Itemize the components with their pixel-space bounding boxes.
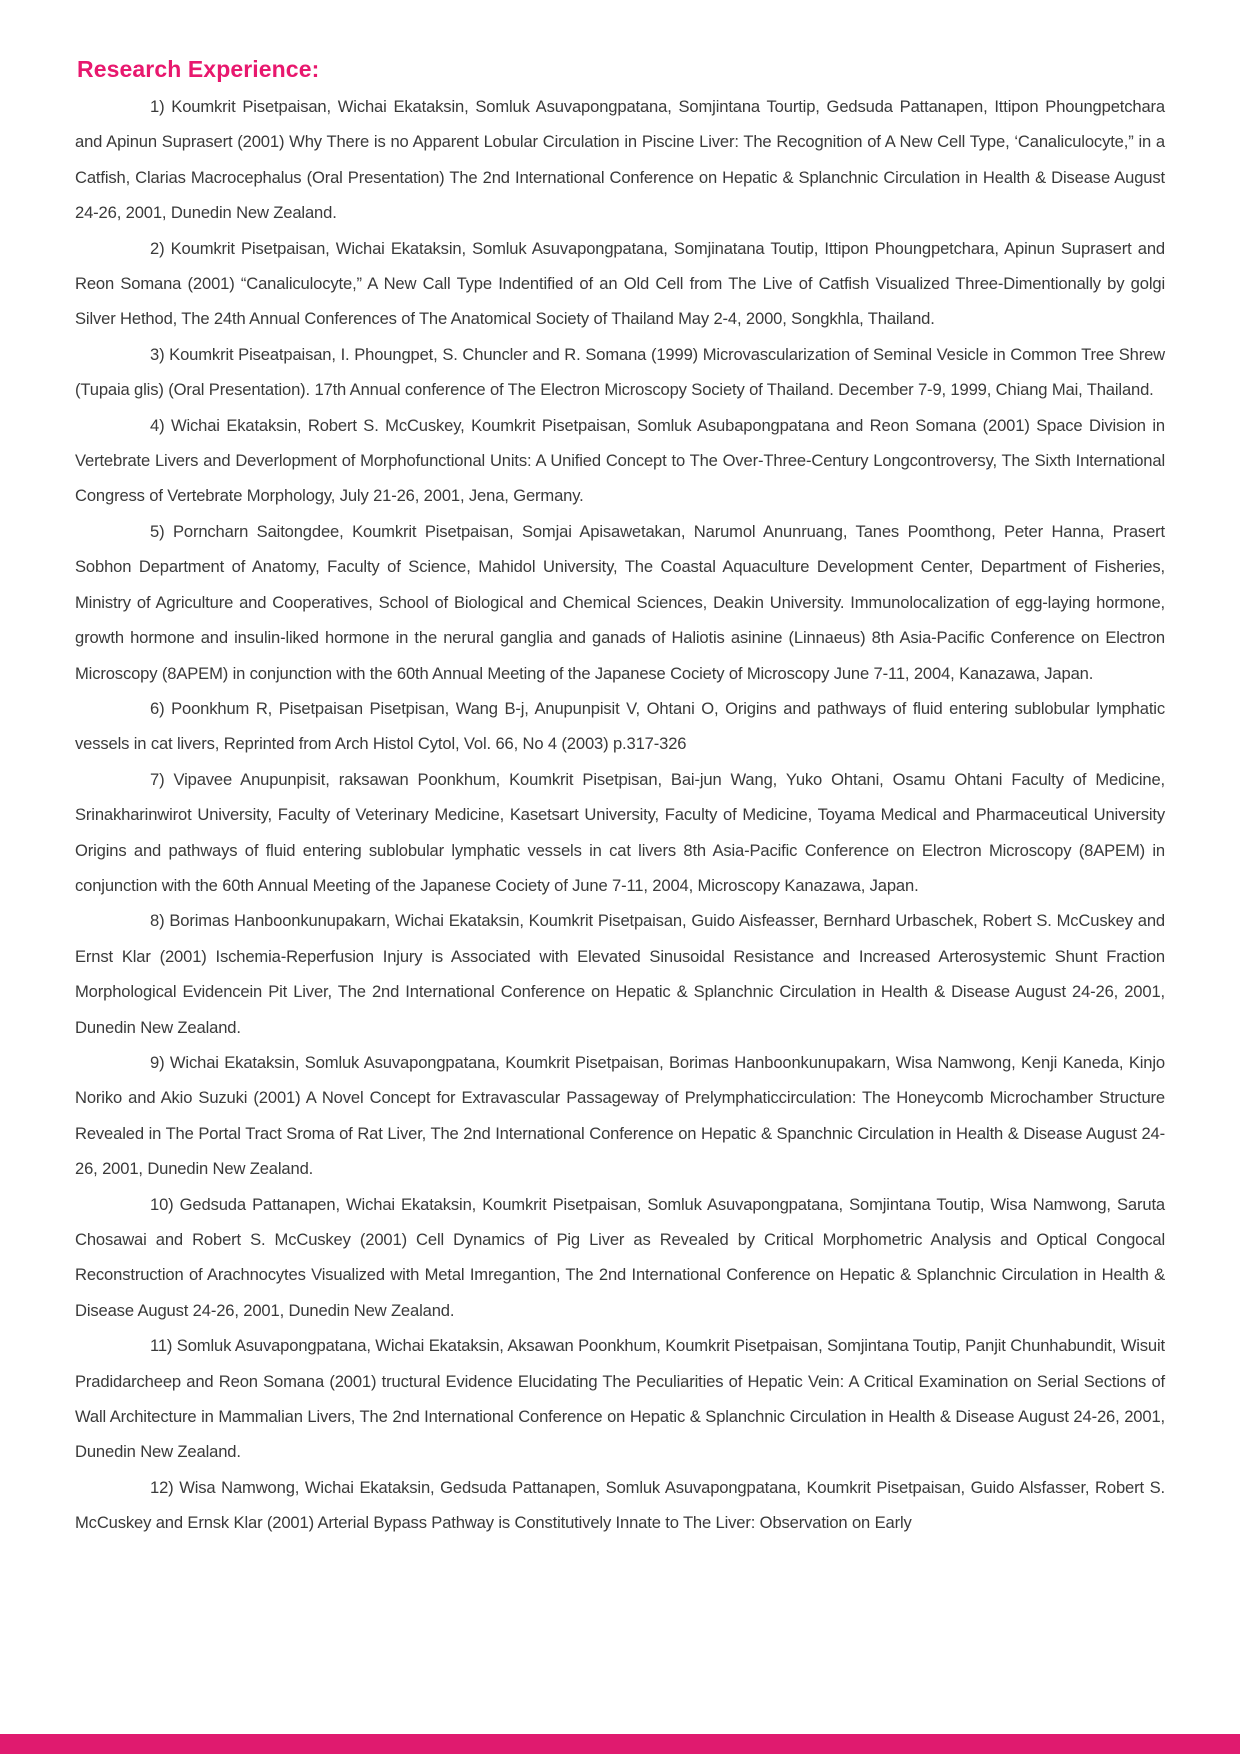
research-entry: 10) Gedsuda Pattanapen, Wichai Ekataksin, Koumkrit Pisetpaisan, Somluk Asuvapongpatana, Somjintana Toutip, Wisa Namwong, Saruta Chosawai and Robert S. McCuskey (2001) Cell Dynamics of Pig Liver as Revealed by Critical Morphometric Analysis and Optical Congocal Reconstruction of Arachnocytes Visualized with Metal Imregantion, The 2nd International Conference on Hepatic & Splanchnic Circulation in Health & Disease August 24-26, 2001, Dunedin New Zealand. — [75, 1194, 1165, 1320]
research-entry: 9) Wichai Ekataksin, Somluk Asuvapongpatana, Koumkrit Pisetpaisan, Borimas Hanboonkunupakarn, Wisa Namwong, Kenji Kaneda, Kinjo Noriko and Akio Suzuki (2001) A Novel Concept for Extravascular Passageway of Prelymphaticcirculation: The Honeycomb Microchamber Structure Revealed in The Portal Tract Sroma of Rat Liver, The 2nd International Conference on Hepatic & Spanchnic Circulation in Health & Disease August 24-26, 2001, Dunedin New Zealand. — [75, 1052, 1165, 1179]
research-entry: 6) Poonkhum R, Pisetpaisan Pisetpisan, Wang B-j, Anupunpisit V, Ohtani O, Origins and pathways of fluid entering sublobular lymphatic vessels in cat livers, Reprinted from Arch Histol Cytol, Vol. 66, No 4 (2003) p.317-326 — [75, 698, 1165, 754]
research-entry: 1) Koumkrit Pisetpaisan, Wichai Ekataksin, Somluk Asuvapongpatana, Somjintana Tourtip, Gedsuda Pattanapen, Ittipon Phoungpetchara and Apinun Suprasert (2001) Why There is no Apparent Lobular Circulation in Piscine Liver: The Recognition of A New Cell Type, ‘Canaliculocyte,” in a Catfish, Clarias Macrocephalus (Oral Presentation) The 2nd International Conference on Hepatic & Splanchnic Circulation in Health & Disease August 24-26, 2001, Dunedin New Zealand. — [75, 97, 1165, 223]
section-heading: Research Experience: — [77, 56, 320, 82]
research-entry: 12) Wisa Namwong, Wichai Ekataksin, Gedsuda Pattanapen, Somluk Asuvapongpatana, Koumkrit Pisetpaisan, Guido Alsfasser, Robert S. McCuskey and Ernsk Klar (2001) Arterial Bypass Pathway is Constitutively Innate to The Liver: Observation on Early — [75, 1477, 1165, 1533]
research-entry: 7) Vipavee Anupunpisit, raksawan Poonkhum, Koumkrit Pisetpisan, Bai-jun Wang, Yuko Ohtani, Osamu Ohtani Faculty of Medicine, Srinakharinwirot University, Faculty of Veterinary Medicine, Kasetsart University, Faculty of Medicine, Toyama Medical and Pharmaceutical University Origins and pathways of fluid entering sublobular lymphatic vessels in cat livers 8th Asia-Pacific Conference on Electron Microscopy (8APEM) in conjunction with the 60th Annual Meeting of the Japanese Cociety of June 7-11, 2004, Microscopy Kanazawa, Japan. — [75, 769, 1165, 895]
research-entry: 8) Borimas Hanboonkunupakarn, Wichai Ekataksin, Koumkrit Pisetpaisan, Guido Aisfeasser, Bernhard Urbaschek, Robert S. McCuskey and Ernst Klar (2001) Ischemia-Reperfusion Injury is Associated with Elevated Sinusoidal Resistance and Increased Arterosystemic Shunt Fraction Morphological Evidencein Pit Liver, The 2nd International Conference on Hepatic & Splanchnic Circulation in Health & Disease August 24-26, 2001, Dunedin New Zealand. — [75, 911, 1165, 1037]
research-entry: 11) Somluk Asuvapongpatana, Wichai Ekataksin, Aksawan Poonkhum, Koumkrit Pisetpaisan, Somjintana Toutip, Panjit Chunhabundit, Wisuit Pradidarcheep and Reon Somana (2001) tructural Evidence Elucidating The Peculiarities of Hepatic Vein: A Critical Examination on Serial Sections of Wall Architecture in Mammalian Livers, The 2nd International Conference on Hepatic & Splanchnic Circulation in Health & Disease August 24-26, 2001, Dunedin New Zealand. — [75, 1336, 1165, 1462]
research-entry: 5) Porncharn Saitongdee, Koumkrit Pisetpaisan, Somjai Apisawetakan, Narumol Anunruang, Tanes Poomthong, Peter Hanna, Prasert Sobhon Department of Anatomy, Faculty of Science, Mahidol University, The Coastal Aquaculture Development Center, Department of Fisheries, Ministry of Agriculture and Cooperatives, School of Biological and Chemical Sciences, Deakin University. Immunolocalization of egg-laying hormone, growth hormone and insulin-liked hormone in the nerural ganglia and ganads of Haliotis asinine (Linnaeus) 8th Asia-Pacific Conference on Electron Microscopy (8APEM) in conjunction with the 60th Annual Meeting of the Japanese Cociety of Microscopy June 7-11, 2004, Kanazawa, Japan. — [75, 521, 1165, 683]
research-entry-list — [75, 89, 1165, 1541]
research-entry: 3) Koumkrit Piseatpaisan, I. Phoungpet, S. Chuncler and R. Somana (1999) Microvascularization of Seminal Vesicle in Common Tree Shrew (Tupaia glis) (Oral Presentation). 17th Annual conference of The Electron Microscopy Society of Thailand. December 7-9, 1999, Chiang Mai, Thailand. — [75, 344, 1165, 400]
research-entry: 2) Koumkrit Pisetpaisan, Wichai Ekataksin, Somluk Asuvapongpatana, Somjinatana Toutip, Ittipon Phoungpetchara, Apinun Suprasert and Reon Somana (2001) “Canaliculocyte,” A New Call Type Indentified of an Old Cell from The Live of Catfish Visualized Three-Dimentionally by golgi Silver Hethod, The 24th Annual Conferences of The Anatomical Society of Thailand May 2-4, 2000, Songkhla, Thailand. — [75, 238, 1165, 329]
research-entry: 4) Wichai Ekataksin, Robert S. McCuskey, Koumkrit Pisetpaisan, Somluk Asubapongpatana and Reon Somana (2001) Space Division in Vertebrate Livers and Deverlopment of Morphofunctional Units: A Unified Concept to The Over-Three-Century Longcontroversy, The Sixth International Congress of Vertebrate Morphology, July 21-26, 2001, Jena, Germany. — [75, 415, 1165, 506]
footer-accent-bar — [0, 1734, 1240, 1754]
document-page — [75, 56, 1165, 1541]
